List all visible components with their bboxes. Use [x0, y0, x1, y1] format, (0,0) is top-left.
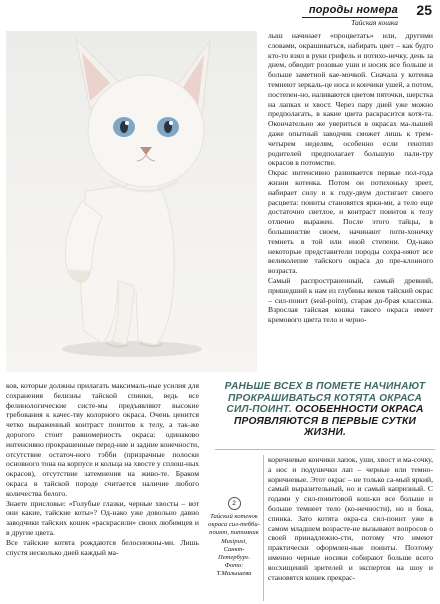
caption-line: окраса сил-тебби- — [208, 521, 260, 529]
paragraph: ков, которые должны прилагать максималь-ные усилия для сохранения белизны тайской спинки, ведь все фелинологические систе-мы предъявляют высокие требования к качес-тву колорного окраса. Очень ценится четко выраженный контраст поинтов к телу, а так-же дорогого стоит равномерность окраса: одинаково интенсивно прокрашенные перед-ние и задние конечности, отсутствие остаточ-ного тэбби (призрачные полоски основного тона на корпусе и кольца на хвосте у сплош-ных окрасов), отсутствие затемнения на живо-те. Браком окраса в тайской породе считается наличие любого количества белого. — [6, 381, 199, 498]
paragraph: коричневые кончики лапок, уши, хвост и ма-сочку, а нос и подушечки лап – черные или темно-коричневые. Этот окрас – не только са-мый яркий, самый выразительный, но и самый капризный. С годами у сил-поинтовой кош-ки все больше и больше темнеет тело (ко-нечности), но и бока, спинка. Зато котята окра-са сил-поинт уже в самом младшем возрасте-не вызывают вопросов о своей принадлежно-сти, потому что имеют практически оформлен-ные поинты. Поэтому именно черные носики собирают больше всего восхищений зрителей и экспертов на шоу и становятся кошек прекрас- — [268, 455, 433, 582]
kitten-illustration — [6, 31, 257, 372]
caption-line: Musipusi, — [221, 537, 247, 545]
page-header — [0, 0, 440, 28]
caption-line: Фото: Т.Малышева — [216, 562, 252, 578]
paragraph: лыш начинает «процветать» или, другими словами, окрашиваться, набирать цвет – как будто кто-то взял в руки грифель и потихо-нечку, день за днем, обводит розовые уши и носик все больше и больше заметной кае-мочкой. Сначала у котенка темнеют зеркаль-це носа и кончики ушей, а потом, постепен-но, наливаются цветом пяточки, шерстка на лапках и хвост. Через пару дней уже можно предполагать, в какие цвета раскрасится котя-та. Окончательно же увериться в окрасах ма-лышей даже опытный заводчик сможет лишь к трем-четырем неделям, особенно если генотип родителей предполагает большую пали-тру окрасов в потомстве. — [268, 31, 433, 168]
paragraph: Все тайские котята рождаются белоснежны-ми. Лишь спустя несколько дней каждый ма- — [6, 537, 199, 557]
paragraph: Знаете присловье: «Голубые глазки, черные хвосты – вот они какие, тайские коты»? Од-нако уже довольно давно заводчики тайских кошек «раскрасили» своих любимцев и в другие цвета. — [6, 498, 199, 537]
kitten-photo — [6, 31, 257, 372]
page-number: 25 — [416, 2, 432, 18]
article-column-left-bottom — [6, 381, 199, 601]
column-divider — [263, 455, 264, 601]
caption-line: поинт, питомник — [209, 529, 259, 537]
caption-line: Тайский котенок — [210, 513, 258, 520]
article-column-right-top — [268, 31, 433, 371]
paragraph: Окрас интенсивно развивается первые пол-года жизни котенка. Потом он потихоньку зреет, набирает силу и к году-двум достигает своего расцвета: поинты становятся ярки-ми, а тело еще достаточно светлое, и контраст поинтов к телу отлично выражен. После этого тайцы, в большинстве своем, начинают поти-хонечку темнеть в той или иной степени. Од-нако некоторые представители породы сохра-няют все великолепие тайского окраса до пре-клонного возраста. — [268, 168, 433, 276]
pull-quote-divider — [215, 449, 435, 450]
article-column-right-bottom — [268, 455, 433, 601]
photo-caption — [208, 497, 260, 579]
caption-line: Санкт-Петербург. — [217, 545, 251, 562]
paragraph: Самый распространенный, самый древний, пришедший к нам из глубины веков тайский окрас – сил-поинт (seal-point), старая до-брая классика. Взрослая тайская кошка такого окраса имеет кремового цвета тело и черно- — [268, 275, 433, 325]
pull-quote — [215, 381, 435, 449]
pull-quote-highlight: РАНЬШЕ ВСЕХ В ПОМЕТЕ НАЧИНАЮТ ПРОКРАШИВАТЬСЯ КОТЯТА ОКРАСА СИЛ-ПОИНТ. — [224, 381, 426, 416]
section-subtitle: Тайская кошка — [351, 18, 398, 27]
pull-quote-text: ОСОБЕННОСТИ ОКРАСА ПРОЯВЛЯЮТСЯ В ПЕРВЫЕ СУТКИ ЖИЗНИ. — [233, 404, 424, 439]
section-title: породы номера — [308, 4, 398, 16]
caption-number-badge: 2 — [228, 497, 241, 510]
